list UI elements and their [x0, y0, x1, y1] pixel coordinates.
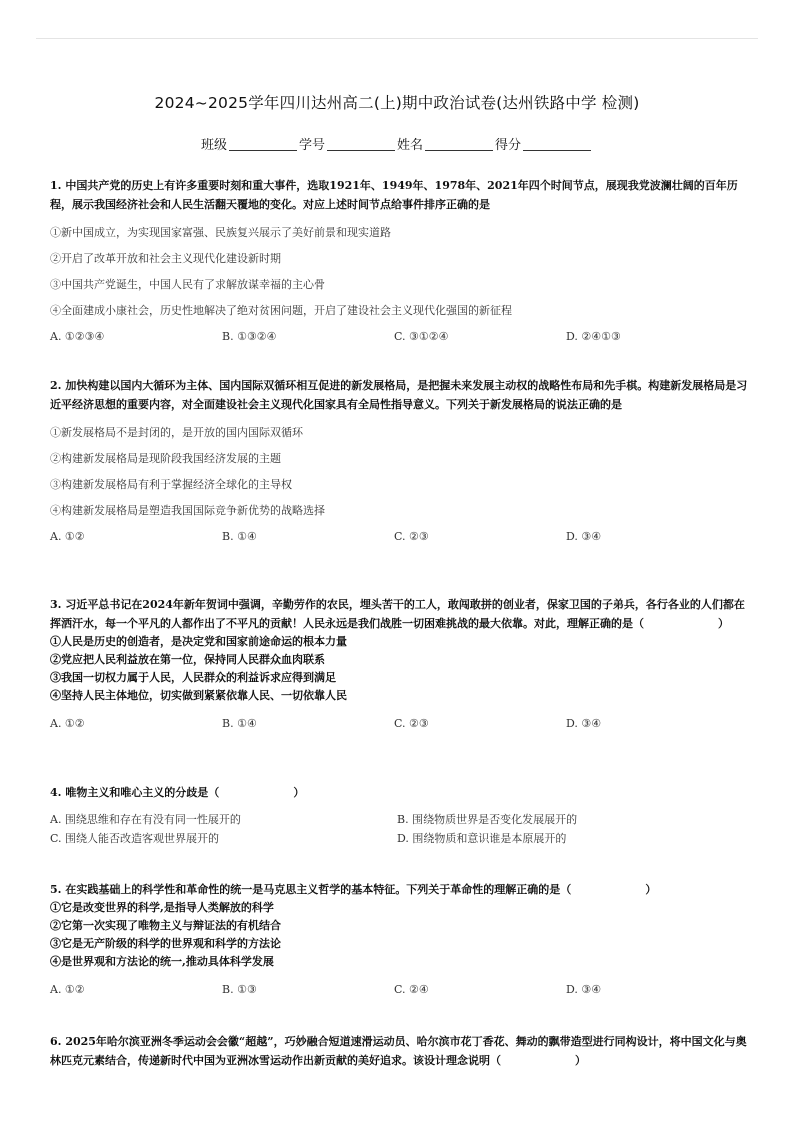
choice-a[interactable]: A. 围绕思维和存在有没有同一性展开的: [50, 813, 241, 826]
exam-title: 2024~2025学年四川达州高二(上)期中政治试卷(达州铁路中学 检测): [154, 94, 640, 112]
choice-d[interactable]: D. 围绕物质和意识谁是本原展开的: [397, 832, 567, 845]
question-1: [50, 176, 750, 344]
question-5: [50, 880, 750, 997]
statement-4: ④是世界观和方法论的统一,推动具体科学发展: [50, 955, 274, 968]
choice-c[interactable]: C. 围绕人能否改造客观世界展开的: [50, 832, 220, 845]
choice-b[interactable]: B. ①③②④: [222, 330, 277, 343]
statement-3: ③我国一切权力属于人民，人民群众的利益诉求应得到满足: [50, 671, 336, 684]
question-stem: [50, 595, 750, 633]
choices-row: [50, 330, 750, 344]
question-stem: 2. 加快构建以国内大循环为主体、国内国际双循环相互促进的新发展格局，是把握未来发展主动权的战略性布局和先手棋。构建新发展格局是习近平经济思想的重要内容，对全面建设社会主义现代化国家具有全局性指导意义。下列关于新发展格局的说法正确的是: [50, 379, 748, 411]
choice-a[interactable]: A. ①②: [50, 717, 85, 730]
stem-paren-close: ）: [718, 617, 729, 630]
statement-2: ②开启了改革开放和社会主义现代化建设新时期: [50, 252, 281, 265]
statement-4: ④坚持人民主体地位，切实做到紧紧依靠人民、一切依靠人民: [50, 689, 347, 702]
name-blank: [425, 136, 493, 151]
choice-b[interactable]: B. ①③: [222, 983, 257, 996]
header-rule: [36, 38, 758, 39]
statement-4: ④构建新发展格局是塑造我国国际竞争新优势的战略选择: [50, 504, 325, 517]
statement-3: ③它是无产阶级的科学的世界观和科学的方法论: [50, 937, 281, 950]
class-blank: [229, 136, 297, 151]
question-3: [50, 595, 750, 731]
choice-a[interactable]: A. ①②: [50, 983, 85, 996]
choices-grid: [50, 810, 750, 848]
choice-c[interactable]: C. ②③: [394, 717, 429, 730]
choices-row: [50, 983, 750, 997]
number-label: 学号: [298, 138, 325, 153]
statement-1: ①新发展格局不是封闭的，是开放的国内国际双循环: [50, 426, 303, 439]
question-2: [50, 376, 750, 544]
choice-b[interactable]: B. ①④: [222, 717, 257, 730]
number-blank: [327, 136, 395, 151]
question-stem: [50, 880, 750, 899]
student-info-line: [0, 134, 794, 153]
choice-d[interactable]: D. ③④: [566, 530, 602, 543]
choices-row: [50, 717, 750, 731]
stem-paren-close: ）: [575, 1054, 586, 1067]
name-label: 姓名: [397, 138, 424, 153]
question-4: [50, 783, 750, 848]
statement-2: ②它第一次实现了唯物主义与辩证法的有机结合: [50, 919, 281, 932]
score-label: 得分: [495, 138, 522, 153]
stem-paren-close: ）: [293, 786, 305, 799]
choice-b[interactable]: B. ①④: [222, 530, 257, 543]
statement-3: ③中国共产党诞生，中国人民有了求解放谋幸福的主心骨: [50, 278, 325, 291]
choice-c[interactable]: C. ③①②④: [394, 330, 449, 343]
choice-b[interactable]: B. 围绕物质世界是否变化发展展开的: [397, 813, 578, 826]
question-stem: [50, 783, 750, 802]
stem-text: 3. 习近平总书记在2024年新年贺词中强调，辛勤劳作的农民，埋头苦干的工人，敢闯敢拼的创业者，保家卫国的子弟兵，各行各业的人们都在挥洒汗水，每一个平凡的人都作出了不平凡的贡献！人民永远是我们战胜一切困难挑战的最大依靠。对此，理解正确的是（: [50, 598, 745, 630]
statement-2: ②党应把人民利益放在第一位，保持同人民群众血肉联系: [50, 653, 325, 666]
statement-4: ④全面建成小康社会，历史性地解决了绝对贫困问题，开启了建设社会主义现代化强国的新征程: [50, 304, 512, 317]
statement-3: ③构建新发展格局有利于掌握经济全球化的主导权: [50, 478, 292, 491]
choice-a[interactable]: A. ①②③④: [50, 330, 105, 343]
score-blank: [523, 136, 591, 151]
statement-1: ①它是改变世界的科学,是指导人类解放的科学: [50, 901, 274, 914]
choice-c[interactable]: C. ②③: [394, 530, 429, 543]
choice-d[interactable]: D. ③④: [566, 983, 602, 996]
class-label: 班级: [200, 138, 227, 153]
stem-text: 4. 唯物主义和唯心主义的分歧是（: [50, 786, 220, 799]
question-stem: [50, 1032, 750, 1070]
statement-1: ①人民是历史的创造者，是决定党和国家前途命运的根本力量: [50, 635, 347, 648]
stem-text: 6. 2025年哈尔滨亚洲冬季运动会会徽“超越”，巧妙融合短道速滑运动员、哈尔滨市花丁香花、舞动的飘带造型进行同构设计，将中国文化与奥林匹克元素结合，传递新时代中国为亚洲冰雪运动作出新贡献的美好追求。该设计理念说明（: [50, 1035, 747, 1067]
statement-1: ①新中国成立，为实现国家富强、民族复兴展示了美好前景和现实道路: [50, 226, 391, 239]
choice-d[interactable]: D. ③④: [566, 717, 602, 730]
choice-a[interactable]: A. ①②: [50, 530, 85, 543]
question-6: [50, 1032, 750, 1070]
choice-d[interactable]: D. ②④①③: [566, 330, 621, 343]
stem-text: 5. 在实践基础上的科学性和革命性的统一是马克思主义哲学的基本特征。下列关于革命性的理解正确的是（: [50, 883, 572, 896]
stem-paren-close: ）: [645, 883, 657, 896]
choice-c[interactable]: C. ②④: [394, 983, 429, 996]
choices-row: [50, 530, 750, 544]
question-stem: 1. 中国共产党的历史上有许多重要时刻和重大事件，选取1921年、1949年、1978年、2021年四个时间节点，展现我党波澜壮阔的百年历程，展示我国经济社会和人民生活翻天覆地的变化。对应上述时间节点给事件排序正确的是: [50, 179, 738, 211]
statement-2: ②构建新发展格局是现阶段我国经济发展的主题: [50, 452, 281, 465]
